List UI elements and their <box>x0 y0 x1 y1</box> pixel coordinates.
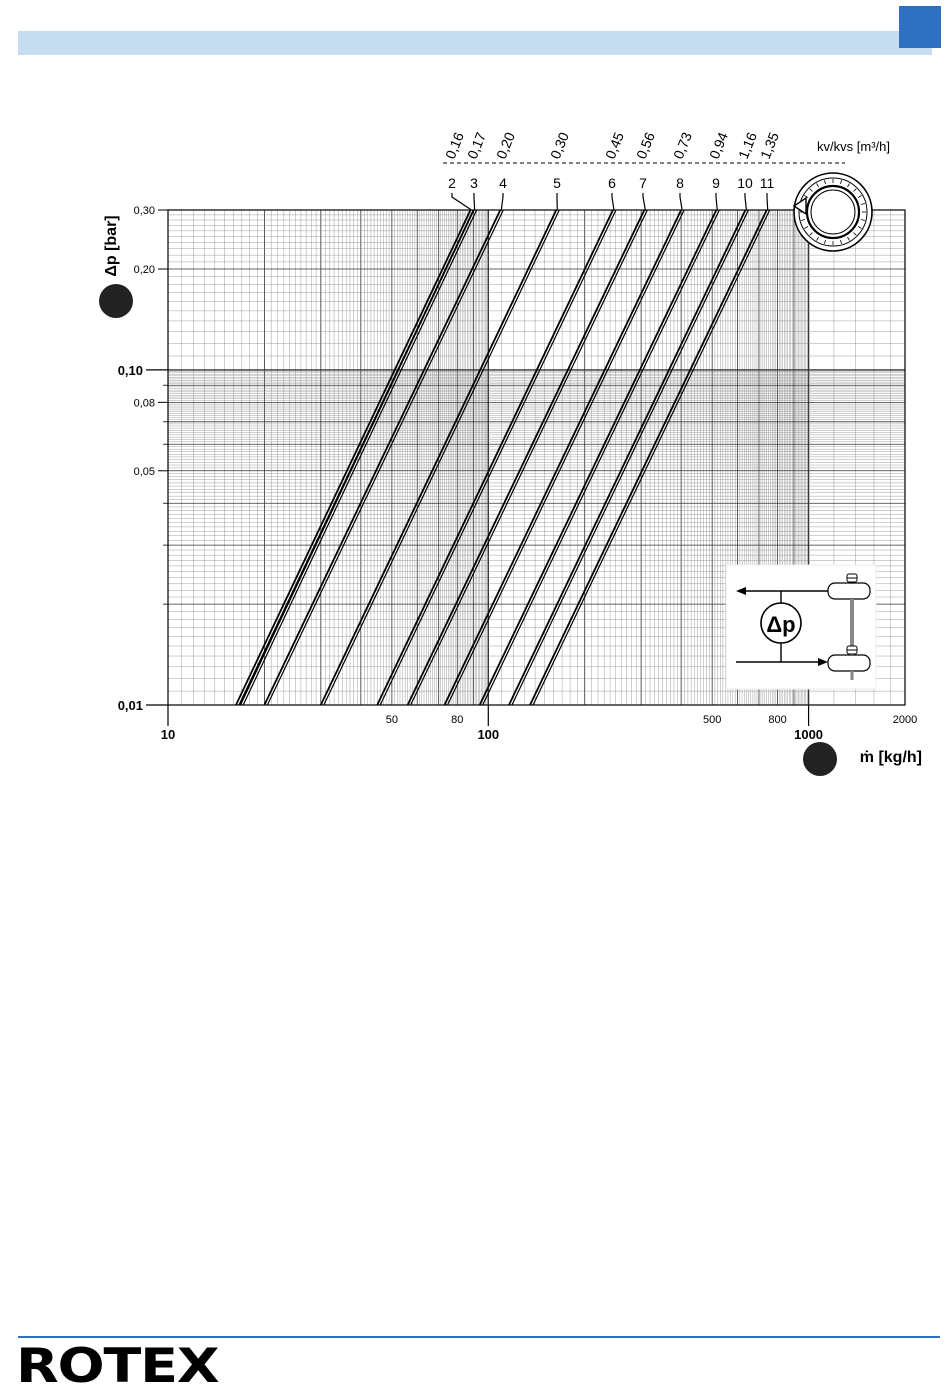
series-number-6: 6 <box>608 175 616 191</box>
series-kv-11: 1,35 <box>757 130 782 161</box>
y-axis-marker-dot <box>99 284 133 318</box>
x-tick-label: 10 <box>161 727 175 742</box>
series-kv-3: 0,17 <box>464 130 489 161</box>
series-leader-8 <box>680 193 682 210</box>
x-tick-label: 800 <box>768 714 786 726</box>
valve-dial-icon <box>794 173 872 251</box>
x-tick-label: 80 <box>451 714 463 726</box>
y-tick-label: 0,05 <box>134 466 155 478</box>
series-leader-11 <box>767 193 768 210</box>
series-kv-9: 0,94 <box>706 130 731 161</box>
x-tick-label: 500 <box>703 714 721 726</box>
series-number-11: 11 <box>760 175 775 191</box>
x-tick-label: 2000 <box>893 714 917 726</box>
y-tick-label: 0,01 <box>118 698 143 713</box>
x-axis-label: ṁ [kg/h] <box>860 749 922 766</box>
bypass-schematic-inset <box>726 565 876 689</box>
y-tick-label: 0,10 <box>118 363 143 378</box>
footer-divider <box>18 1336 940 1338</box>
x-tick-label: 50 <box>386 714 398 726</box>
x-tick-label: 1000 <box>794 727 823 742</box>
series-kv-7: 0,56 <box>633 130 658 161</box>
series-kv-4: 0,20 <box>493 130 518 161</box>
series-leader-6 <box>612 193 614 210</box>
series-kv-6: 0,45 <box>602 130 627 161</box>
series-number-8: 8 <box>676 175 684 191</box>
x-tick-label: 100 <box>477 727 499 742</box>
series-number-5: 5 <box>553 175 561 191</box>
series-number-10: 10 <box>737 175 753 191</box>
series-leader-4 <box>501 193 503 210</box>
inset-delta-p-label: Δp <box>766 612 795 637</box>
x-axis-marker-dot <box>803 742 837 776</box>
series-leader-9 <box>716 193 717 210</box>
series-leader-10 <box>745 193 746 210</box>
series-kv-8: 0,73 <box>670 130 695 161</box>
y-tick-label: 0,30 <box>134 205 155 217</box>
kv-header: kv/kvs [m³/h] <box>817 139 890 154</box>
series-leader-7 <box>643 193 645 210</box>
series-kv-10: 1,16 <box>735 130 760 161</box>
series-leader-3 <box>474 193 475 210</box>
series-number-3: 3 <box>470 175 478 191</box>
series-number-7: 7 <box>639 175 647 191</box>
y-tick-label: 0,20 <box>134 264 155 276</box>
series-kv-2: 0,16 <box>442 130 467 161</box>
y-axis-label: Δp [bar] <box>103 215 120 276</box>
rotex-logo: ROTEX <box>16 1342 218 1392</box>
y-tick-label: 0,08 <box>134 397 155 409</box>
series-number-2: 2 <box>448 175 456 191</box>
series-kv-5: 0,30 <box>547 130 572 161</box>
series-number-9: 9 <box>712 175 720 191</box>
series-leader-2 <box>452 193 472 210</box>
series-labels <box>442 130 782 210</box>
series-number-4: 4 <box>499 175 507 191</box>
